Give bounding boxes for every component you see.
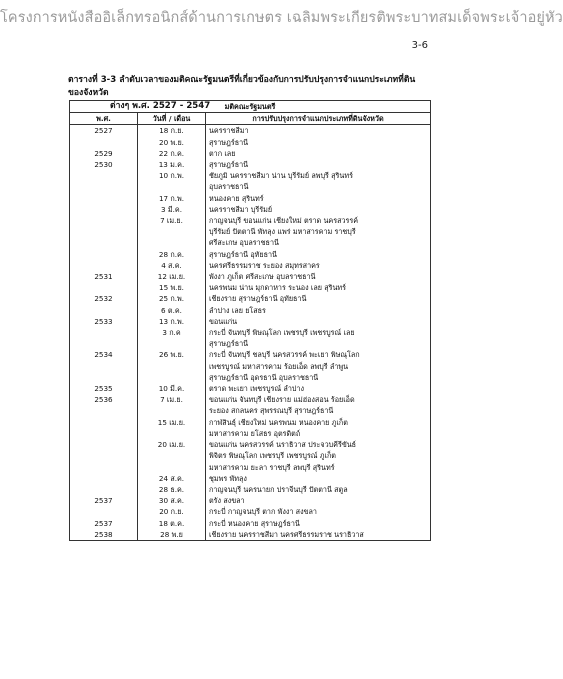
cell-year	[70, 137, 138, 148]
cell-year: 2527	[70, 125, 138, 137]
cell-year: 2535	[70, 383, 138, 394]
cell-provinces	[206, 249, 431, 260]
table-row	[70, 394, 431, 416]
province-line: ชัยภูมิ นครราชสีมา น่าน บุรีรัมย์ ลพบุรี สุรินทร์	[209, 171, 353, 181]
cell-year: 2529	[70, 148, 138, 159]
cell-date: 30 ส.ค.	[138, 495, 206, 506]
province-line: หนองคาย สุรินทร์	[209, 193, 264, 203]
cell-year: 2537	[70, 495, 138, 506]
cell-year	[70, 506, 138, 517]
cell-date: 28 พ.ย	[138, 529, 206, 541]
table-row	[70, 193, 431, 204]
cell-provinces	[206, 282, 431, 293]
cell-date: 20 ก.ย.	[138, 506, 206, 517]
province-line: เชียงราย สุราษฎร์ธานี อุทัยธานี	[209, 294, 307, 304]
cell-date: 7 เม.ย.	[138, 394, 206, 416]
province-line: ตรัง สงขลา	[209, 496, 245, 506]
cell-provinces	[206, 327, 431, 349]
cell-provinces	[206, 204, 431, 215]
caption-line-2: ต่างๆ พ.ศ. 2527 - 2547	[110, 101, 211, 111]
province-line: กระบี่ จันทบุรี พิษณุโลก เพชรบุรี เพชรบูรณ์ เลย	[209, 328, 355, 338]
province-line: สุราษฎร์ธานี	[209, 137, 249, 147]
cell-date: 17 ก.พ.	[138, 193, 206, 204]
province-line: ระยอง สกลนคร สุพรรณบุรี สุราษฎร์ธานี	[209, 406, 334, 416]
cell-provinces	[206, 484, 431, 495]
cell-provinces	[206, 125, 431, 137]
cell-year: 2533	[70, 316, 138, 327]
table-row	[70, 506, 431, 517]
cell-date: 7 เม.ย.	[138, 215, 206, 249]
table-row	[70, 417, 431, 439]
province-line: สุราษฎร์ธานี	[209, 160, 249, 170]
cell-date: 18 ก.ย.	[138, 125, 206, 137]
col-header-date: วันที่ / เดือน	[138, 113, 206, 125]
cell-provinces	[206, 271, 431, 282]
cell-provinces	[206, 170, 431, 192]
table-row	[70, 349, 431, 383]
table-row	[70, 316, 431, 327]
province-line: มหาสารคาม ยะลา ราชบุรี ลพบุรี สุรินทร์	[209, 462, 335, 472]
cell-year	[70, 215, 138, 249]
table-row	[70, 305, 431, 316]
province-line: กาญจนบุรี ขอนแก่น เชียงใหม่ ตราด นครสวรรค์	[209, 216, 359, 226]
table-row	[70, 249, 431, 260]
cell-year	[70, 439, 138, 473]
cell-provinces	[206, 473, 431, 484]
table-row	[70, 271, 431, 282]
page-number: 3-6	[411, 40, 428, 51]
cell-year	[70, 327, 138, 349]
province-line: พังงา ภูเก็ต ศรีสะเกษ อุบลราชธานี	[209, 272, 316, 282]
province-line: สุราษฎร์ธานี	[209, 339, 249, 349]
cell-date: 12 เม.ย.	[138, 271, 206, 282]
table-row	[70, 170, 431, 192]
resolution-table	[69, 100, 431, 541]
cell-year	[70, 417, 138, 439]
cell-year	[70, 305, 138, 316]
province-line: ชุมพร พัทลุง	[209, 473, 247, 483]
cell-date: 13 ม.ค.	[138, 159, 206, 170]
province-line: ขอนแก่น นครสวรรค์ นราธิวาส ประจวบคีรีขันธ์	[209, 440, 357, 450]
province-line: นครราชสีมา	[209, 126, 249, 136]
cell-date: 3 ก.ค	[138, 327, 206, 349]
table-body	[70, 125, 431, 541]
cell-year	[70, 260, 138, 271]
cell-year	[70, 282, 138, 293]
table-row	[70, 148, 431, 159]
cell-provinces	[206, 439, 431, 473]
cell-date: 26 พ.ย.	[138, 349, 206, 383]
province-line: บุรีรัมย์ ปัตตานี พัทลุง แพร่ มหาสารคาม ราชบุรี	[209, 227, 356, 237]
cell-year: 2530	[70, 159, 138, 170]
province-line: กาฬสินธุ์ เชียงใหม่ นครพนม หนองคาย ภูเก็ต	[209, 417, 348, 427]
province-line: นครราชสีมา บุรีรัมย์	[209, 204, 273, 214]
cell-date: 20 เม.ย.	[138, 439, 206, 473]
cell-year	[70, 204, 138, 215]
resolution-table-wrap	[69, 100, 430, 541]
caption-line-1: ตารางที่ 3-3 ลำดับเวลาของมติคณะรัฐมนตรีที่เกี่ยวข้องกับการปรับปรุงการจำแนกประเภทที่ดิน ของจังหวัด	[68, 75, 416, 98]
province-line: ขอนแก่น จันทบุรี เชียงราย แม่ฮ่องสอน ร้อยเอ็ด	[209, 395, 355, 405]
cell-year	[70, 473, 138, 484]
cell-date: 10 ก.พ.	[138, 170, 206, 192]
province-line: กาญจนบุรี นครนายก ปราจีนบุรี ปัตตานี สตูล	[209, 484, 348, 494]
cell-year	[70, 193, 138, 204]
province-line: สุราษฎร์ธานี อุทัยธานี	[209, 249, 277, 259]
cell-provinces	[206, 518, 431, 529]
cell-year: 2534	[70, 349, 138, 383]
cell-date: 10 มี.ค.	[138, 383, 206, 394]
cell-date: 6 ต.ค.	[138, 305, 206, 316]
cell-year: 2531	[70, 271, 138, 282]
table-row	[70, 282, 431, 293]
province-line: ตราด พะเยา เพชรบูรณ์ ลำปาง	[209, 384, 304, 394]
table-row	[70, 518, 431, 529]
province-line: กระบี่ กาญจนบุรี ตาก พังงา สงขลา	[209, 507, 317, 517]
cell-provinces	[206, 383, 431, 394]
cell-provinces	[206, 349, 431, 383]
col-header-provinces: การปรับปรุงการจำแนกประเภทที่ดินจังหวัด	[206, 113, 431, 125]
table-row	[70, 495, 431, 506]
document-header: โครงการหนังสืออิเล็กทรอนิกส์ด้านการเกษตร เฉลิมพระเกียรติพระบาทสมเด็จพระเจ้าอยู่หัว	[0, 10, 563, 26]
cell-provinces	[206, 506, 431, 517]
table-row	[70, 484, 431, 495]
cell-provinces	[206, 159, 431, 170]
cell-date: 13 ก.พ.	[138, 316, 206, 327]
province-line: เชียงราย นครราชสีมา นครศรีธรรมราช นราธิวาส	[209, 529, 364, 539]
province-line: ตาก เลย	[209, 148, 236, 158]
table-row	[70, 383, 431, 394]
cell-provinces	[206, 305, 431, 316]
cell-date: 4 ส.ค.	[138, 260, 206, 271]
cell-year	[70, 484, 138, 495]
cell-year	[70, 170, 138, 192]
cell-date: 28 ก.ค.	[138, 249, 206, 260]
table-row	[70, 159, 431, 170]
cell-provinces	[206, 316, 431, 327]
cell-provinces	[206, 394, 431, 416]
cell-year	[70, 249, 138, 260]
cell-provinces	[206, 260, 431, 271]
province-line: นครพนม น่าน มุกดาหาร ระนอง เลย สุรินทร์	[209, 283, 346, 293]
table-row	[70, 204, 431, 215]
province-line: ศรีสะเกษ อุบลราชธานี	[209, 238, 279, 248]
table-row	[70, 327, 431, 349]
cell-date: 20 พ.ย.	[138, 137, 206, 148]
cell-provinces	[206, 193, 431, 204]
province-line: เพชรบูรณ์ มหาสารคาม ร้อยเอ็ด ลพบุรี ลำพูน	[209, 361, 349, 371]
cell-year: 2536	[70, 394, 138, 416]
province-line: ขอนแก่น	[209, 316, 238, 326]
province-line: สุราษฎร์ธานี อุดรธานี อุบลราชธานี	[209, 372, 319, 382]
cell-provinces	[206, 529, 431, 541]
group-header: มติคณะรัฐมนตรี	[70, 101, 431, 113]
province-line: พิจิตร พิษณุโลก เพชรบุรี เพชรบูรณ์ ภูเก็ต	[209, 451, 336, 461]
table-row	[70, 529, 431, 541]
table-row	[70, 215, 431, 249]
table-row	[70, 125, 431, 137]
province-line: ลำปาง เลย ยโสธร	[209, 305, 266, 315]
cell-date: 24 ส.ค.	[138, 473, 206, 484]
cell-date: 18 ต.ค.	[138, 518, 206, 529]
col-header-year: พ.ศ.	[70, 113, 138, 125]
province-line: กระบี่ จันทบุรี ชลบุรี นครสวรรค์ พะเยา พิษณุโลก	[209, 350, 360, 360]
province-line: กระบี่ หนองคาย สุราษฎร์ธานี	[209, 518, 300, 528]
cell-date: 15 เม.ย.	[138, 417, 206, 439]
cell-provinces	[206, 417, 431, 439]
cell-year: 2538	[70, 529, 138, 541]
table-row	[70, 137, 431, 148]
cell-provinces	[206, 148, 431, 159]
table-row	[70, 293, 431, 304]
cell-year: 2537	[70, 518, 138, 529]
cell-year: 2532	[70, 293, 138, 304]
cell-date: 28 ธ.ค.	[138, 484, 206, 495]
province-line: อุบลราชธานี	[209, 182, 249, 192]
cell-provinces	[206, 495, 431, 506]
table-row	[70, 473, 431, 484]
province-line: นครศรีธรรมราช ระยอง สมุทรสาคร	[209, 260, 320, 270]
cell-provinces	[206, 293, 431, 304]
cell-date: 22 ก.ค.	[138, 148, 206, 159]
cell-date: 3 มี.ค.	[138, 204, 206, 215]
cell-provinces	[206, 215, 431, 249]
cell-date: 15 พ.ย.	[138, 282, 206, 293]
table-row	[70, 260, 431, 271]
province-line: มหาสารคาม ยโสธร อุตรดิตถ์	[209, 428, 301, 438]
table-row	[70, 439, 431, 473]
cell-provinces	[206, 137, 431, 148]
cell-date: 25 ก.พ.	[138, 293, 206, 304]
